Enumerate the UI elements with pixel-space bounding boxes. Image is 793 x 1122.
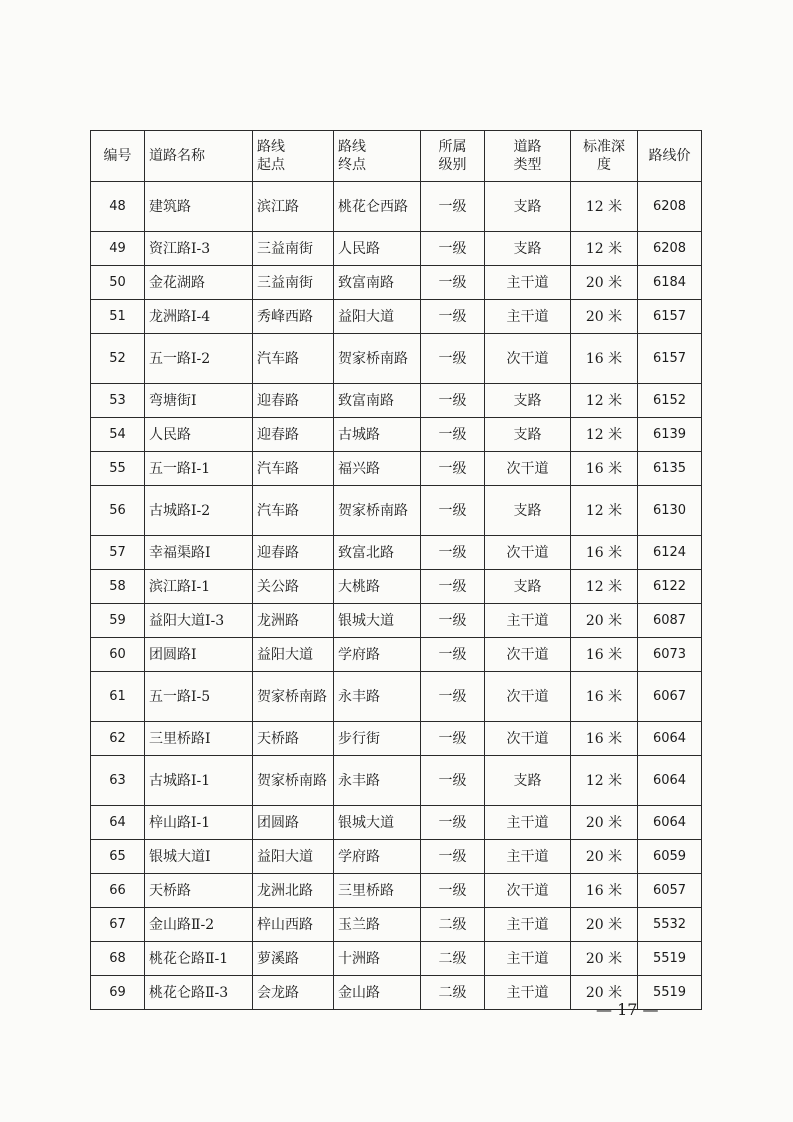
cell-level: 一级	[421, 722, 485, 756]
table-row	[91, 182, 702, 232]
cell-road-name: 益阳大道Ⅰ-3	[145, 604, 253, 638]
header-id: 编号	[91, 131, 145, 182]
cell-depth: 20 米	[571, 942, 638, 976]
cell-price: 6059	[638, 840, 702, 874]
cell-type: 主干道	[485, 806, 571, 840]
cell-id: 59	[91, 604, 145, 638]
cell-id: 60	[91, 638, 145, 672]
cell-end: 致富北路	[334, 536, 421, 570]
cell-road-name: 金山路Ⅱ-2	[145, 908, 253, 942]
cell-start: 迎春路	[253, 418, 334, 452]
header-start-line2: 起点	[257, 157, 285, 173]
cell-depth: 20 米	[571, 976, 638, 1010]
header-type	[485, 131, 571, 182]
cell-road-name: 桃花仑路Ⅱ-3	[145, 976, 253, 1010]
cell-price: 5532	[638, 908, 702, 942]
cell-level: 二级	[421, 942, 485, 976]
cell-road-name: 银城大道Ⅰ	[145, 840, 253, 874]
table-row	[91, 266, 702, 300]
header-price: 路线价	[638, 131, 702, 182]
header-depth-line1: 标准深	[583, 139, 625, 155]
cell-depth: 12 米	[571, 570, 638, 604]
header-type-line2: 类型	[513, 157, 542, 173]
cell-end: 学府路	[334, 638, 421, 672]
cell-price: 6067	[638, 672, 702, 722]
header-start-line1: 路线	[257, 139, 285, 155]
cell-start: 三益南街	[253, 266, 334, 300]
cell-id: 55	[91, 452, 145, 486]
cell-road-name: 五一路Ⅰ-2	[145, 334, 253, 384]
cell-start: 团圆路	[253, 806, 334, 840]
cell-level: 一级	[421, 384, 485, 418]
cell-id: 64	[91, 806, 145, 840]
table-row	[91, 638, 702, 672]
cell-start: 贺家桥南路	[253, 756, 334, 806]
cell-level: 一级	[421, 182, 485, 232]
cell-type: 次干道	[485, 722, 571, 756]
cell-level: 一级	[421, 638, 485, 672]
cell-start: 秀峰西路	[253, 300, 334, 334]
cell-road-name: 五一路Ⅰ-5	[145, 672, 253, 722]
cell-price: 6057	[638, 874, 702, 908]
cell-start: 会龙路	[253, 976, 334, 1010]
cell-id: 53	[91, 384, 145, 418]
table-row	[91, 942, 702, 976]
cell-road-name: 滨江路Ⅰ-1	[145, 570, 253, 604]
cell-price: 6208	[638, 182, 702, 232]
table-row	[91, 300, 702, 334]
cell-depth: 16 米	[571, 452, 638, 486]
cell-type: 主干道	[485, 840, 571, 874]
table-row	[91, 874, 702, 908]
cell-id: 65	[91, 840, 145, 874]
cell-type: 次干道	[485, 672, 571, 722]
cell-price: 6208	[638, 232, 702, 266]
cell-road-name: 龙洲路Ⅰ-4	[145, 300, 253, 334]
cell-id: 52	[91, 334, 145, 384]
cell-price: 6130	[638, 486, 702, 536]
road-price-table	[90, 130, 702, 1010]
cell-type: 次干道	[485, 638, 571, 672]
table-row	[91, 756, 702, 806]
cell-road-name: 桃花仑路Ⅱ-1	[145, 942, 253, 976]
cell-level: 一级	[421, 672, 485, 722]
cell-type: 主干道	[485, 300, 571, 334]
cell-end: 银城大道	[334, 806, 421, 840]
table-row	[91, 604, 702, 638]
cell-end: 古城路	[334, 418, 421, 452]
cell-depth: 16 米	[571, 722, 638, 756]
cell-level: 一级	[421, 266, 485, 300]
cell-depth: 16 米	[571, 638, 638, 672]
table-row	[91, 672, 702, 722]
cell-depth: 16 米	[571, 334, 638, 384]
cell-id: 67	[91, 908, 145, 942]
cell-level: 一级	[421, 570, 485, 604]
cell-end: 十洲路	[334, 942, 421, 976]
cell-depth: 16 米	[571, 672, 638, 722]
cell-type: 支路	[485, 756, 571, 806]
cell-start: 迎春路	[253, 536, 334, 570]
cell-depth: 12 米	[571, 486, 638, 536]
table-row	[91, 384, 702, 418]
table-row	[91, 570, 702, 604]
cell-road-name: 弯塘街Ⅰ	[145, 384, 253, 418]
cell-price: 6152	[638, 384, 702, 418]
cell-depth: 20 米	[571, 604, 638, 638]
cell-end: 银城大道	[334, 604, 421, 638]
cell-depth: 20 米	[571, 266, 638, 300]
table-body	[91, 182, 702, 1010]
cell-end: 步行街	[334, 722, 421, 756]
cell-start: 天桥路	[253, 722, 334, 756]
cell-start: 滨江路	[253, 182, 334, 232]
header-name: 道路名称	[145, 131, 253, 182]
cell-end: 三里桥路	[334, 874, 421, 908]
cell-price: 6073	[638, 638, 702, 672]
cell-depth: 12 米	[571, 756, 638, 806]
table-row	[91, 536, 702, 570]
cell-end: 贺家桥南路	[334, 334, 421, 384]
cell-price: 6139	[638, 418, 702, 452]
cell-type: 次干道	[485, 452, 571, 486]
cell-end: 永丰路	[334, 672, 421, 722]
cell-type: 主干道	[485, 266, 571, 300]
header-end-line1: 路线	[338, 139, 366, 155]
cell-price: 5519	[638, 976, 702, 1010]
cell-price: 6135	[638, 452, 702, 486]
cell-end: 金山路	[334, 976, 421, 1010]
cell-type: 支路	[485, 570, 571, 604]
cell-price: 6064	[638, 806, 702, 840]
table-row	[91, 418, 702, 452]
cell-type: 支路	[485, 182, 571, 232]
cell-end: 致富南路	[334, 384, 421, 418]
table-row	[91, 908, 702, 942]
cell-road-name: 天桥路	[145, 874, 253, 908]
cell-start: 益阳大道	[253, 840, 334, 874]
cell-id: 50	[91, 266, 145, 300]
cell-road-name: 幸福渠路Ⅰ	[145, 536, 253, 570]
table-row	[91, 452, 702, 486]
cell-start: 迎春路	[253, 384, 334, 418]
cell-id: 66	[91, 874, 145, 908]
cell-id: 68	[91, 942, 145, 976]
header-depth-line2: 度	[597, 157, 611, 173]
cell-id: 69	[91, 976, 145, 1010]
cell-price: 6157	[638, 334, 702, 384]
cell-end: 学府路	[334, 840, 421, 874]
cell-level: 一级	[421, 334, 485, 384]
header-level-line2: 级别	[438, 157, 467, 173]
cell-type: 支路	[485, 486, 571, 536]
cell-id: 49	[91, 232, 145, 266]
cell-id: 48	[91, 182, 145, 232]
cell-price: 6087	[638, 604, 702, 638]
cell-start: 关公路	[253, 570, 334, 604]
cell-depth: 12 米	[571, 182, 638, 232]
cell-depth: 16 米	[571, 874, 638, 908]
cell-level: 一级	[421, 536, 485, 570]
cell-id: 54	[91, 418, 145, 452]
cell-road-name: 金花湖路	[145, 266, 253, 300]
cell-type: 主干道	[485, 942, 571, 976]
cell-start: 贺家桥南路	[253, 672, 334, 722]
cell-id: 62	[91, 722, 145, 756]
cell-price: 6122	[638, 570, 702, 604]
cell-level: 二级	[421, 908, 485, 942]
cell-id: 63	[91, 756, 145, 806]
header-type-line1: 道路	[513, 139, 542, 155]
table-row	[91, 722, 702, 756]
cell-road-name: 团圆路Ⅰ	[145, 638, 253, 672]
cell-road-name: 人民路	[145, 418, 253, 452]
cell-road-name: 资江路Ⅰ-3	[145, 232, 253, 266]
cell-start: 益阳大道	[253, 638, 334, 672]
cell-id: 51	[91, 300, 145, 334]
cell-price: 6124	[638, 536, 702, 570]
table-row	[91, 806, 702, 840]
cell-depth: 12 米	[571, 232, 638, 266]
cell-id: 58	[91, 570, 145, 604]
cell-id: 56	[91, 486, 145, 536]
cell-start: 梓山西路	[253, 908, 334, 942]
cell-depth: 20 米	[571, 840, 638, 874]
header-start	[253, 131, 334, 182]
cell-end: 致富南路	[334, 266, 421, 300]
cell-start: 三益南街	[253, 232, 334, 266]
cell-price: 6157	[638, 300, 702, 334]
cell-type: 支路	[485, 384, 571, 418]
cell-type: 次干道	[485, 536, 571, 570]
header-depth	[571, 131, 638, 182]
cell-type: 次干道	[485, 334, 571, 384]
cell-depth: 12 米	[571, 384, 638, 418]
header-end	[334, 131, 421, 182]
cell-depth: 20 米	[571, 806, 638, 840]
cell-price: 6064	[638, 722, 702, 756]
cell-road-name: 梓山路Ⅰ-1	[145, 806, 253, 840]
header-level-line1: 所属	[438, 139, 467, 155]
cell-road-name: 古城路Ⅰ-1	[145, 756, 253, 806]
cell-end: 益阳大道	[334, 300, 421, 334]
cell-start: 龙洲北路	[253, 874, 334, 908]
cell-road-name: 五一路Ⅰ-1	[145, 452, 253, 486]
cell-type: 支路	[485, 232, 571, 266]
cell-depth: 20 米	[571, 300, 638, 334]
table-row	[91, 334, 702, 384]
cell-end: 永丰路	[334, 756, 421, 806]
cell-road-name: 三里桥路Ⅰ	[145, 722, 253, 756]
cell-id: 57	[91, 536, 145, 570]
cell-end: 大桃路	[334, 570, 421, 604]
cell-price: 6184	[638, 266, 702, 300]
table-row	[91, 232, 702, 266]
cell-end: 桃花仑西路	[334, 182, 421, 232]
cell-level: 一级	[421, 604, 485, 638]
cell-level: 一级	[421, 300, 485, 334]
cell-start: 萝溪路	[253, 942, 334, 976]
cell-depth: 16 米	[571, 536, 638, 570]
cell-end: 人民路	[334, 232, 421, 266]
table-row	[91, 840, 702, 874]
cell-depth: 12 米	[571, 418, 638, 452]
cell-end: 贺家桥南路	[334, 486, 421, 536]
cell-level: 一级	[421, 806, 485, 840]
cell-level: 一级	[421, 418, 485, 452]
cell-level: 一级	[421, 840, 485, 874]
page-number: — 17 —	[596, 1000, 659, 1019]
table-row	[91, 486, 702, 536]
cell-price: 5519	[638, 942, 702, 976]
header-end-line2: 终点	[338, 157, 366, 173]
cell-level: 一级	[421, 232, 485, 266]
cell-type: 支路	[485, 418, 571, 452]
cell-level: 一级	[421, 452, 485, 486]
table-header-row	[91, 131, 702, 182]
cell-id: 61	[91, 672, 145, 722]
cell-type: 主干道	[485, 604, 571, 638]
cell-end: 福兴路	[334, 452, 421, 486]
cell-level: 一级	[421, 486, 485, 536]
header-level	[421, 131, 485, 182]
cell-level: 一级	[421, 874, 485, 908]
cell-start: 汽车路	[253, 334, 334, 384]
cell-road-name: 建筑路	[145, 182, 253, 232]
cell-price: 6064	[638, 756, 702, 806]
cell-type: 主干道	[485, 908, 571, 942]
cell-level: 二级	[421, 976, 485, 1010]
cell-start: 汽车路	[253, 452, 334, 486]
cell-type: 主干道	[485, 976, 571, 1010]
cell-end: 玉兰路	[334, 908, 421, 942]
cell-road-name: 古城路Ⅰ-2	[145, 486, 253, 536]
cell-level: 一级	[421, 756, 485, 806]
cell-start: 汽车路	[253, 486, 334, 536]
cell-start: 龙洲路	[253, 604, 334, 638]
cell-type: 次干道	[485, 874, 571, 908]
cell-depth: 20 米	[571, 908, 638, 942]
